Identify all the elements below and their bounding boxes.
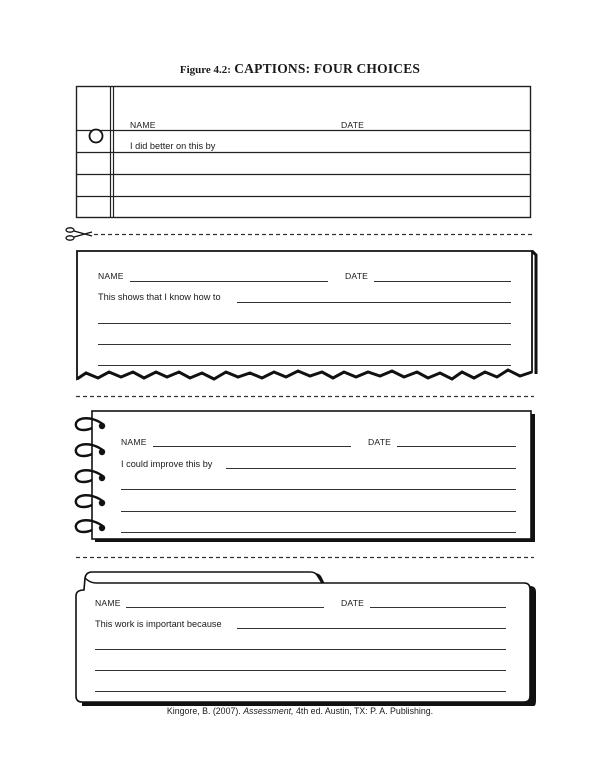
caption-answer-line[interactable] [237, 628, 506, 629]
caption-answer-line[interactable] [121, 489, 516, 490]
date-label: DATE [341, 598, 365, 608]
figure-number: Figure 4.2: [179, 64, 231, 76]
caption-answer-line[interactable] [98, 344, 511, 345]
caption-answer-line[interactable] [226, 468, 516, 469]
spiral-notebook-card [92, 411, 535, 542]
caption-answer-line[interactable] [98, 365, 511, 366]
caption-prompt-2: This shows that I know how to [98, 292, 221, 302]
notebook-paper-card [77, 87, 531, 218]
citation-author: Kingore, B. (2007). [166, 706, 241, 716]
caption-answer-line[interactable] [95, 670, 506, 671]
citation-book-title: Assessment, [243, 706, 294, 716]
name-label: NAME [130, 120, 156, 130]
date-field[interactable] [397, 446, 516, 447]
name-label: NAME [95, 598, 121, 608]
name-field[interactable] [130, 281, 328, 282]
caption-answer-line[interactable] [237, 302, 511, 303]
caption-prompt-1: I did better on this by [130, 141, 216, 151]
binder-hole-icon [90, 130, 103, 143]
caption-prompt-4: This work is important because [95, 619, 222, 629]
citation-footer [0, 706, 600, 716]
caption-answer-line[interactable] [121, 511, 516, 512]
caption-answer-line[interactable] [95, 649, 506, 650]
figure-caption: CAPTIONS: FOUR CHOICES [234, 61, 421, 76]
file-folder-card [76, 572, 536, 706]
scissors-icon [66, 228, 92, 240]
name-field[interactable] [153, 446, 351, 447]
caption-answer-line[interactable] [98, 323, 511, 324]
date-label: DATE [368, 437, 392, 447]
name-field[interactable] [126, 607, 324, 608]
citation-details: 4th ed. Austin, TX: P. A. Publishing. [296, 706, 434, 716]
torn-paper-card [77, 251, 536, 379]
date-field[interactable] [374, 281, 511, 282]
caption-answer-line[interactable] [121, 532, 516, 533]
caption-answer-line[interactable] [95, 691, 506, 692]
name-label: NAME [98, 271, 124, 281]
date-field[interactable] [370, 607, 506, 608]
date-label: DATE [341, 120, 365, 130]
name-label: NAME [121, 437, 147, 447]
caption-prompt-3: I could improve this by [121, 459, 213, 469]
date-label: DATE [345, 271, 369, 281]
